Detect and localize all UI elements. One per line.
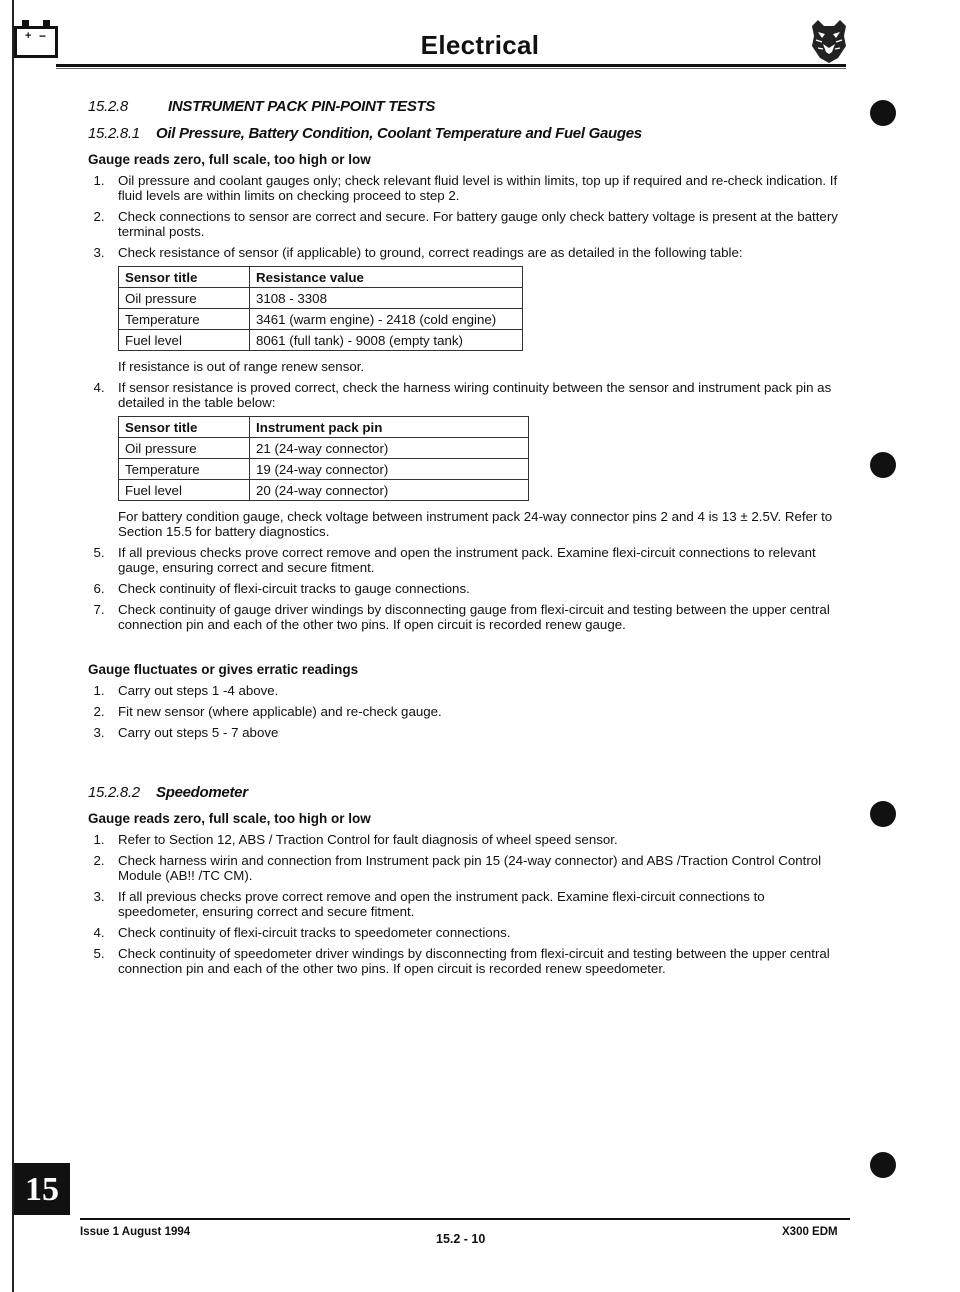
subsection-number: 15.2.8.2 [88,784,140,801]
page-number: 15.2 - 10 [436,1232,486,1246]
step-number: 3. [93,245,105,260]
list-item [88,853,848,883]
step-number: 7. [93,602,105,617]
table-cell: 8061 (full tank) - 9008 (empty tank) [250,330,523,351]
resistance-table [118,266,523,351]
issue-date: Issue 1 August 1994 [80,1226,191,1238]
step-number: 4. [93,925,105,940]
step-text: Check continuity of speedometer driver windings by disconnecting from flexi-circuit and testing between the upper central connection pin and each of the other two pins. If open circuit is recorded renew speedometer. [118,946,830,976]
list-item [88,683,848,698]
table-cell: Fuel level [119,330,250,351]
left-margin-rule [12,0,14,1292]
step-text: Check harness wirin and connection from Instrument pack pin 15 (24-way connector) and ABS /Traction Control Control Module (AB!! /TC CM). [118,853,822,883]
table-row [119,330,523,351]
list-item [88,946,848,976]
list-item [88,925,848,940]
step-number: 1. [93,683,105,698]
list-item [88,173,848,203]
subsection-title: Speedometer [156,784,248,801]
step-number: 2. [93,704,105,719]
list-item [88,832,848,847]
footer-divider [80,1218,850,1220]
header-divider [56,64,846,67]
table-header-row [119,267,523,288]
fault-heading: Gauge reads zero, full scale, too high or low [88,152,371,167]
binder-hole-icon [870,801,896,827]
column-header: Resistance value [250,267,523,288]
list-item [88,602,848,632]
section-title: INSTRUMENT PACK PIN-POINT TESTS [168,98,436,115]
step-number: 4. [93,380,105,395]
table-row [119,438,529,459]
list-item [88,209,848,239]
step-number: 5. [93,545,105,560]
column-header: Sensor title [119,417,250,438]
table-cell: Oil pressure [119,288,250,309]
table-cell: Oil pressure [119,438,250,459]
step-text: Carry out steps 5 - 7 above [118,725,279,740]
step-number: 1. [93,173,105,188]
table-cell: Fuel level [119,480,250,501]
fault-heading: Gauge fluctuates or gives erratic readings [88,662,359,677]
column-header: Sensor title [119,267,250,288]
battery-icon: + − [14,26,58,58]
list-item [88,581,848,596]
step-text: Check continuity of flexi-circuit tracks to gauge connections. [118,581,470,596]
list-item [88,545,848,575]
step-text: If all previous checks prove correct remove and open the instrument pack. Examine flexi-circuit connections to speedometer, ensuring correct and secure fitment. [118,889,765,919]
spacer [88,638,848,654]
fault-heading: Gauge reads zero, full scale, too high or low [88,811,371,826]
table-cell: 19 (24-way connector) [250,459,529,480]
table-row [119,459,529,480]
step-number: 3. [93,725,105,740]
binder-hole-icon [870,100,896,126]
step-number: 5. [93,946,105,961]
subsection-title: Oil Pressure, Battery Condition, Coolant Temperature and Fuel Gauges [156,125,642,142]
step-text: Carry out steps 1 -4 above. [118,683,279,698]
table-cell: Temperature [119,459,250,480]
step-text: Oil pressure and coolant gauges only; check relevant fluid level is within limits, top up if required and re-check indication. If fluid levels are within limits on checking proceed to step 2. [118,173,838,203]
step-text: Fit new sensor (where applicable) and re-check gauge. [118,704,442,719]
table-cell: 3461 (warm engine) - 2418 (cold engine) [250,309,523,330]
step-number: 2. [93,853,105,868]
page-title: Electrical [420,30,540,60]
step-text: Check continuity of gauge driver windings by disconnecting gauge from flexi-circuit and testing between the upper central connection pin and each of the other two pins. If open circuit is recorded renew gauge. [118,602,830,632]
binder-hole-icon [870,452,896,478]
table-row [119,288,523,309]
table-row [119,309,523,330]
jaguar-logo-icon [808,18,850,64]
list-item [88,725,848,740]
spacer [88,746,848,784]
list-item [88,889,848,919]
list-item [88,380,848,410]
table-cell: Temperature [119,309,250,330]
header-divider-thin [56,68,846,69]
step-text: Refer to Section 12, ABS / Traction Control for fault diagnosis of wheel speed sensor. [118,832,618,847]
step-text: If sensor resistance is proved correct, check the harness wiring continuity between the sensor and instrument pack pin as detailed in the table below: [118,380,832,410]
subsection-heading [88,125,848,142]
table-cell: 20 (24-way connector) [250,480,529,501]
document-code: X300 EDM [782,1226,838,1238]
step-number: 2. [93,209,105,224]
step-number: 1. [93,832,105,847]
step-number: 3. [93,889,105,904]
step-text: Check resistance of sensor (if applicable) to ground, correct readings are as detailed in the following table: [118,245,743,260]
table-cell: 3108 - 3308 [250,288,523,309]
section-number: 15.2.8 [88,98,128,115]
step-number: 6. [93,581,105,596]
step-text: Check continuity of flexi-circuit tracks to speedometer connections. [118,925,511,940]
column-header: Instrument pack pin [250,417,529,438]
section-tab: 15 [14,1163,70,1215]
section-heading [88,98,848,115]
note-text: For battery condition gauge, check voltage between instrument pack 24-way connector pins 2 and 4 is 13 ± 2.5V. Refer to Section 15.5 for battery diagnostics. [118,509,833,539]
list-item [88,704,848,719]
binder-hole-icon [870,1152,896,1178]
list-item [88,245,848,260]
main-content [88,98,848,982]
step-text: Check connections to sensor are correct and secure. For battery gauge only check battery voltage is present at the battery terminal posts. [118,209,838,239]
instrument-pin-table [118,416,529,501]
subsection-heading [88,784,848,801]
table-header-row [119,417,529,438]
note-text: If resistance is out of range renew sensor. [118,359,365,374]
step-text: If all previous checks prove correct remove and open the instrument pack. Examine flexi-circuit connections to relevant gauge, ensuring correct and secure fitment. [118,545,816,575]
table-row [119,480,529,501]
table-cell: 21 (24-way connector) [250,438,529,459]
subsection-number: 15.2.8.1 [88,125,140,142]
